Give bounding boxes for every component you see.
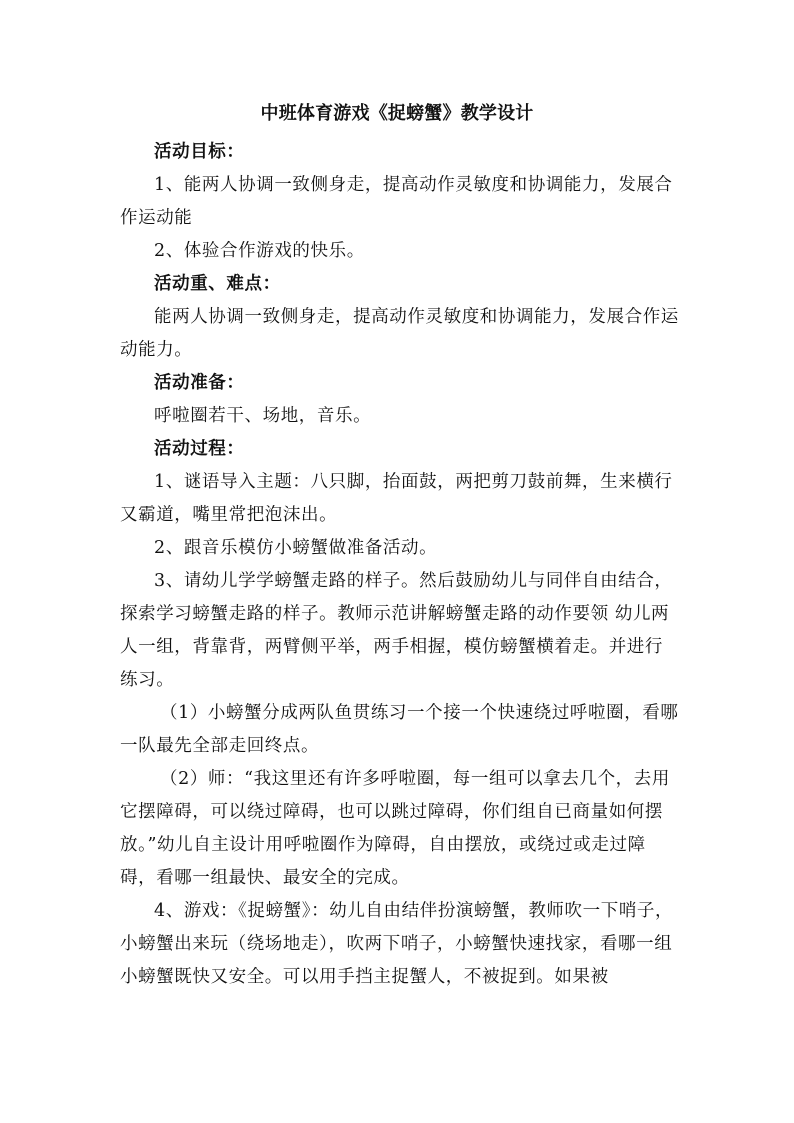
process-step-4: 4、游戏：《捉螃蟹》：幼儿自由结伴扮演螃蟹，教师吹一下哨子，小螃蟹出来玩（绕场地走），吹两下哨子，小螃蟹快速找家，看哪一组小螃蟹既快又安全。可以用手挡主捉蟹人，不被捉到。如果被 <box>120 901 674 987</box>
process-heading: 活动过程： <box>154 439 245 459</box>
preparation-text: 呼啦圈若干、场地，音乐。 <box>154 406 372 426</box>
goals-heading: 活动目标： <box>154 142 245 162</box>
focus-heading: 活动重、难点： <box>154 274 281 294</box>
goal-item-2: 2、体验合作游戏的快乐。 <box>154 241 365 261</box>
process-step-3-sub-1: （1）小螃蟹分成两队鱼贯练习一个接一个快速绕过呼啦圈，看哪一队最先全部走回终点。 <box>120 703 679 756</box>
preparation-heading: 活动准备： <box>154 373 245 393</box>
process-step-3-sub-2: （2）师：“我这里还有许多呼啦圈，每一组可以拿去几个，去用它摆障碍，可以绕过障碍，也可以跳过障碍，你们组自已商量如何摆放。”幼儿自主设计用呼啦圈作为障碍，自由摆放，或绕过或走过障碍，看哪一组最快、最安全的完成。 <box>120 769 670 888</box>
focus-text: 能两人协调一致侧身走，提高动作灵敏度和协调能力，发展合作运动能力。 <box>120 307 679 360</box>
document-title: 中班体育游戏《捉螃蟹》教学设计 <box>260 103 534 124</box>
process-step-1: 1、谜语导入主题：八只脚，抬面鼓，两把剪刀鼓前舞，生来横行又霸道，嘴里常把泡沫出。 <box>120 472 673 525</box>
process-step-2: 2、跟音乐模仿小螃蟹做准备活动。 <box>154 538 438 558</box>
process-step-3: 3、请幼儿学学螃蟹走路的样子。然后鼓励幼儿与同伴自由结合，探索学习螃蟹走路的样子。教师示范讲解螃蟹走路的动作要领 幼儿两人一组，背靠背，两臂侧平举，两手相握，模仿螃蟹横着走。并进行练习。 <box>120 571 673 690</box>
goal-item-1: 1、能两人协调一致侧身走，提高动作灵敏度和协调能力，发展合作运动能 <box>120 175 673 228</box>
